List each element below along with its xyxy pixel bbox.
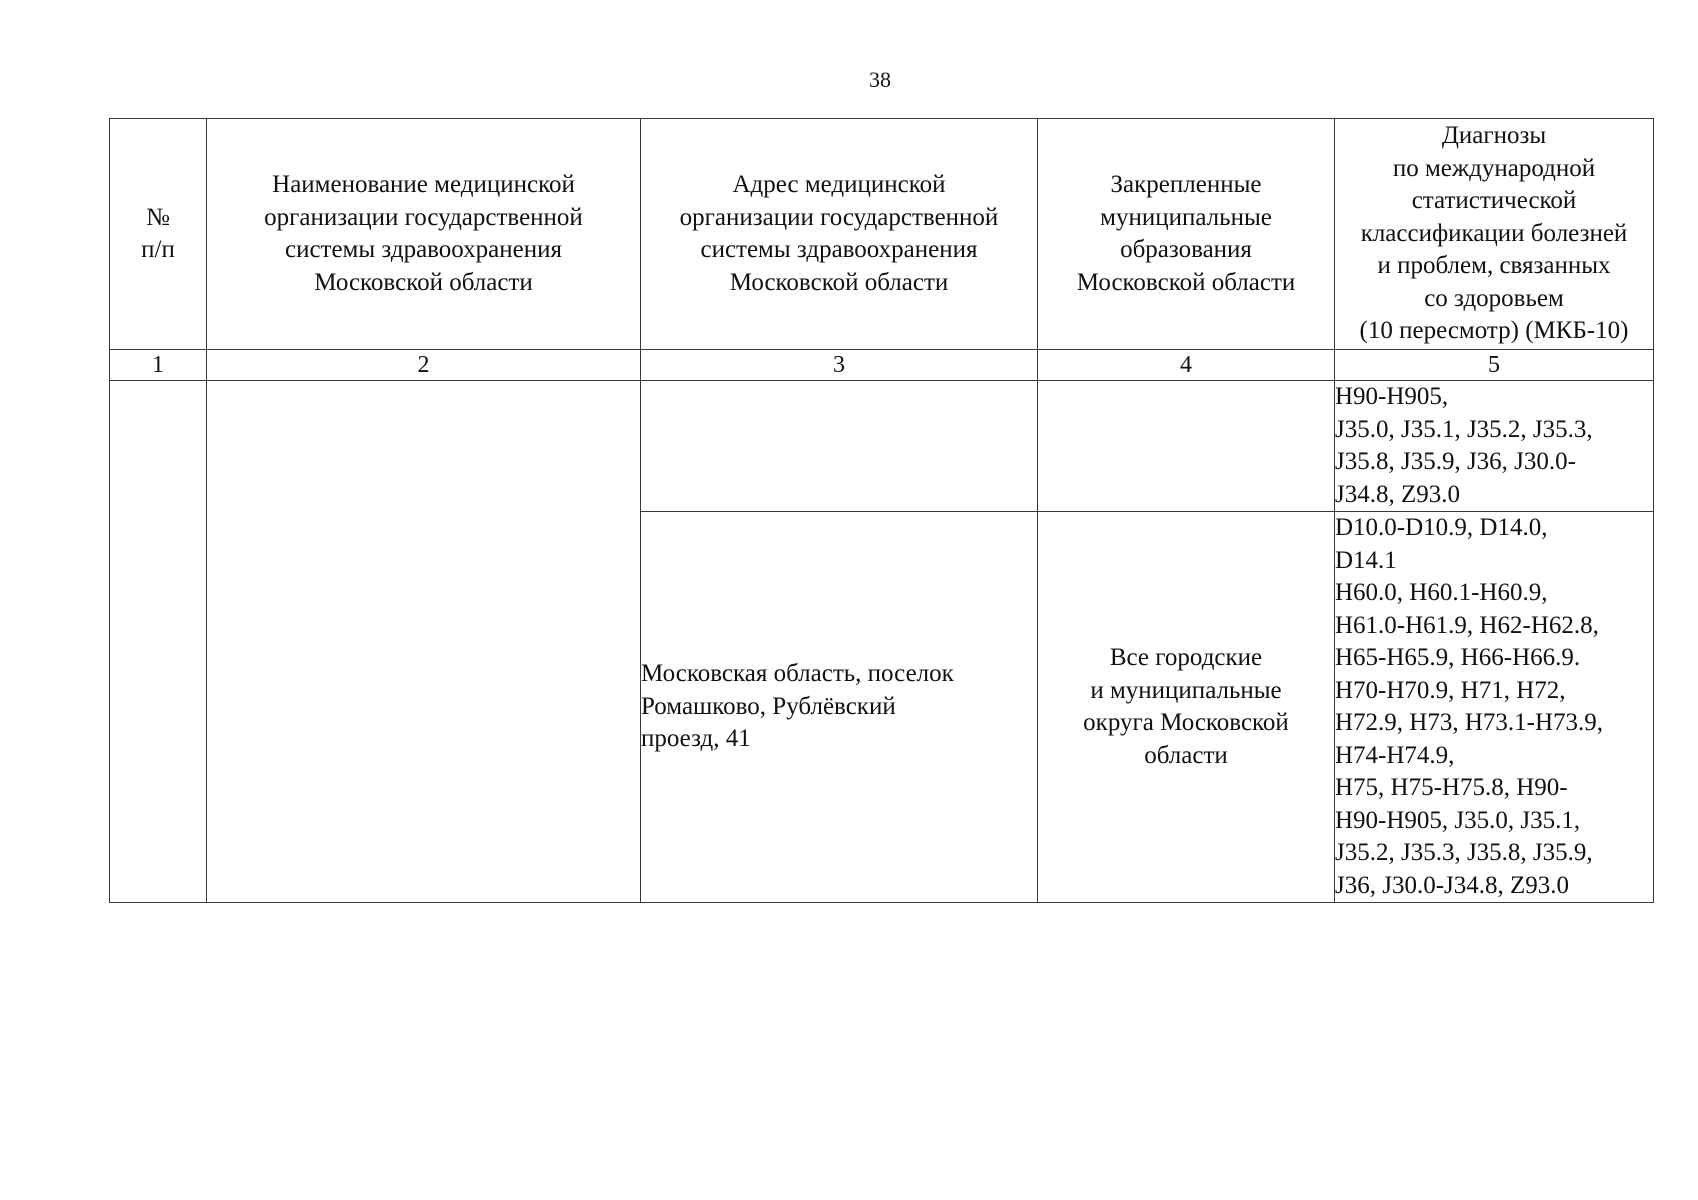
header-number: № п/п (110, 119, 207, 350)
clinics-table (109, 118, 1654, 903)
table-header-row (110, 119, 1654, 350)
diagnoses-cell: H90-H905, J35.0, J35.1, J35.2, J35.3, J35.8, J35.9, J36, J30.0- J34.8, Z93.0 (1335, 381, 1654, 512)
organization-name-cell (207, 381, 641, 903)
header-diagnoses: Диагнозы по международной статистической классификации болезней и проблем, связанных со здоровьем (10 пересмотр) (МКБ-10) (1335, 119, 1654, 350)
column-number: 1 (110, 350, 207, 381)
column-number: 3 (641, 350, 1038, 381)
municipalities-cell (1038, 381, 1335, 512)
diagnoses-cell: D10.0-D10.9, D14.0, D14.1 H60.0, H60.1-H60.9, H61.0-H61.9, H62-H62.8, H65-H65.9, H66-H66.9. H70-H70.9, H71, H72, H72.9, H73, H73.1-H73.9, H74-H74.9, H75, H75-H75.8, H90- H90-H905, J35.0, J35.1, J35.2, J35.3, J35.8, J35.9, J36, J30.0-J34.8, Z93.0 (1335, 512, 1654, 903)
page-number: 38 (869, 67, 891, 92)
row-number-cell (110, 381, 207, 903)
column-number-row (110, 350, 1654, 381)
header-organization-address: Адрес медицинской организации государственной системы здравоохранения Московской области (641, 119, 1038, 350)
column-number: 5 (1335, 350, 1654, 381)
table-row (110, 381, 1654, 512)
address-cell: Московская область, поселок Ромашково, Рублёвский проезд, 41 (641, 512, 1038, 903)
header-organization-name: Наименование медицинской организации государственной системы здравоохранения Московской области (207, 119, 641, 350)
address-cell (641, 381, 1038, 512)
header-municipalities: Закрепленные муниципальные образования Московской области (1038, 119, 1335, 350)
column-number: 2 (207, 350, 641, 381)
municipalities-cell: Все городские и муниципальные округа Московской области (1038, 512, 1335, 903)
column-number: 4 (1038, 350, 1335, 381)
